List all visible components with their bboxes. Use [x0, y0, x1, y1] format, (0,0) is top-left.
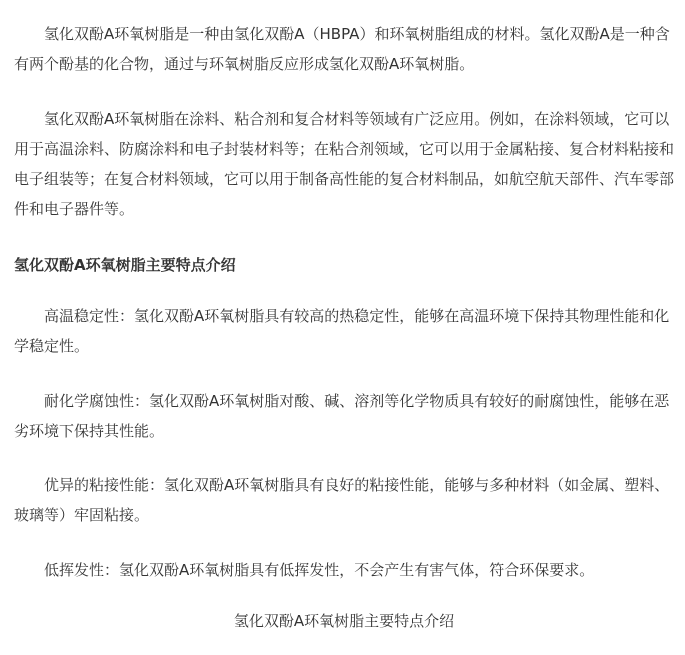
intro-paragraph: 氢化双酚A环氧树脂是一种由氢化双酚A（HBPA）和环氧树脂组成的材料。氢化双酚A是一种含有两个酚基的化合物，通过与环氧树脂反应形成氢化双酚A环氧树脂。	[14, 25, 670, 73]
image-caption: 氢化双酚A环氧树脂主要特点介绍	[233, 612, 455, 630]
applications-paragraph: 氢化双酚A环氧树脂在涂料、粘合剂和复合材料等领域有广泛应用。例如，在涂料领域，它可以用于高温涂料、防腐涂料和电子封装材料等；在粘合剂领域，它可以用于金属粘接、复合材料粘接和电子组装等；在复合材料领域，它可以用于制备高性能的复合材料制品，如航空航天部件、汽车零部件和电子器件等。	[14, 110, 675, 218]
feature-chemical-corrosion-resistance: 耐化学腐蚀性：氢化双酚A环氧树脂对酸、碱、溶剂等化学物质具有较好的耐腐蚀性，能够在恶劣环境下保持其性能。	[14, 392, 670, 440]
feature-low-volatility: 低挥发性：氢化双酚A环氧树脂具有低挥发性，不会产生有害气体，符合环保要求。	[44, 561, 595, 579]
feature-high-temperature-stability: 高温稳定性：氢化双酚A环氧树脂具有较高的热稳定性，能够在高温环境下保持其物理性能和化学稳定性。	[14, 307, 670, 355]
section-heading: 氢化双酚A环氧树脂主要特点介绍	[14, 256, 236, 274]
feature-adhesion: 优异的粘接性能：氢化双酚A环氧树脂具有良好的粘接性能，能够与多种材料（如金属、塑料、玻璃等）牢固粘接。	[14, 476, 670, 524]
